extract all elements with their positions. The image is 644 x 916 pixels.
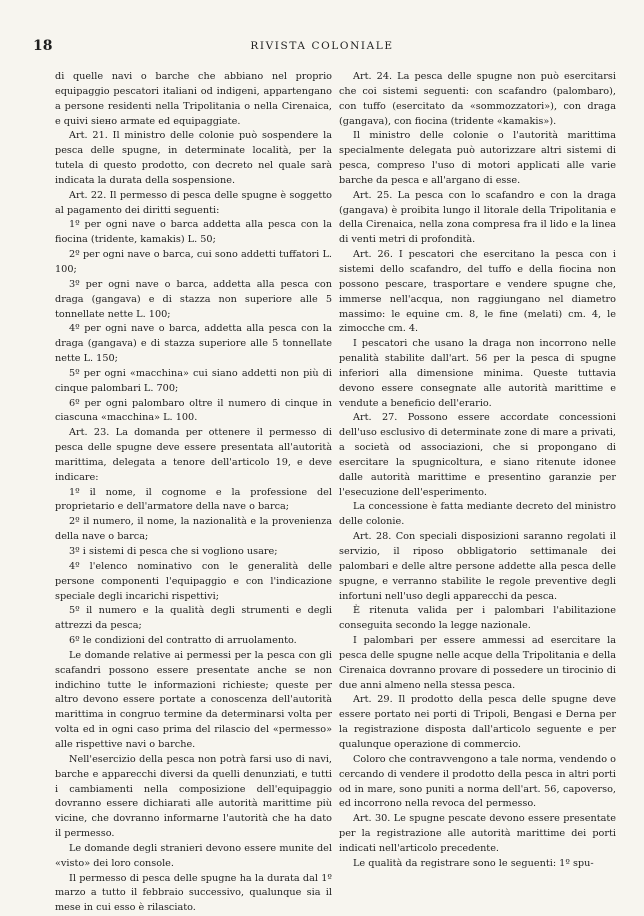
paragraph: 6º le condizioni del contratto di arruolamento. bbox=[69, 635, 297, 647]
paragraph: 2º per ogni nave o barca, cui sono addetti tuffatori L. 100; bbox=[55, 249, 332, 275]
paragraph: 3º per ogni nave o barca, addetta alla pesca con draga (gangava) e di stazza non superiore alle 5 tonnellate nette L. 100; bbox=[55, 278, 332, 320]
paragraph: Coloro che contravvengono a tale norma, vendendo o cercando di vendere il prodotto della pesca in altri porti od in mare, sono puniti a norma dell'art. 56, capoverso, ed incorrono nella revoca del permesso. bbox=[339, 753, 616, 810]
paragraph: 1º per ogni nave o barca addetta alla pesca con la fiocina (tridente, kamakis) L. 50; bbox=[55, 219, 332, 246]
paragraph: Le qualità da registrare sono le seguenti: 1º spu- bbox=[353, 857, 594, 869]
paragraph: Il permesso di pesca delle spugne ha la durata dal 1º marzo a tutto il febbraio successivo, qualunque sia il mese in cui esso è rilasciato. bbox=[55, 872, 332, 914]
paragraph: È ritenuta valida per i palombari l'abilitazione conseguita secondo la legge nazionale. bbox=[339, 605, 616, 632]
paragraph: 1º il nome, il cognome e la professione del proprietario e dell'armatore della nave o barca; bbox=[55, 486, 332, 513]
running-title: RIVISTA COLONIALE bbox=[250, 40, 394, 52]
paragraph: 2º il numero, il nome, la nazionalità e la provenienza della nave o barca; bbox=[55, 516, 332, 543]
paragraph: Art. 25. La pesca con lo scafandro e con la draga (gangava) è proibita lungo il litorale della Tripolitania e della Cirenaica, nella zona compresa fra il lido e la linea di venti metri di profondità. bbox=[339, 189, 616, 246]
paragraph: Il ministro delle colonie o l'autorità marittima specialmente delegata può autorizzare altri sistemi di pesca, compreso l'uso di motori applicati alle varie barche da pesca e all'argano di esse. bbox=[339, 130, 616, 186]
left-column bbox=[55, 70, 332, 916]
paragraph: 5º per ogni «macchina» cui siano addetti non più di cinque palombari L. 700; bbox=[55, 367, 332, 394]
paragraph: Art. 27. Possono essere accordate concessioni dell'uso esclusivo di determinate zone di mare a privati, a società od associazioni, che si propongano di esercitare la spugnicoltura, e siano ritenute idonee dalle autorità marittime e presentino garanzie per l'esecuzione dell'esperimento. bbox=[339, 412, 616, 498]
paragraph: Art. 21. Il ministro delle colonie può sospendere la pesca delle spugne, in determinate località, per la tutela di questo prodotto, con decreto nel quale sarà indicata la durata della sospensione. bbox=[55, 130, 332, 186]
paragraph: 5º il numero e la qualità degli strumenti e degli attrezzi da pesca; bbox=[55, 605, 332, 632]
paragraph: Le domande relative ai permessi per la pesca con gli scafandri possono essere presentate anche se non indichino tutte le informazioni richieste; queste per altro devono essere portate a conoscenza dell'autorità marittima in congruo termine da determinarsi volta per volta ed in ogni caso prima del rilascio del «permesso» alle rispettive navi o barche. bbox=[55, 649, 332, 750]
paragraph: Art. 30. Le spugne pescate devono essere presentate per la registrazione alle autorità marittime dei porti indicati nell'articolo precedente. bbox=[339, 813, 616, 854]
paragraph: I pescatori che usano la draga non incorrono nelle penalità stabilite dall'art. 56 per la pesca di spugne inferiori alla dimensione minima. Queste tuttavia devono essere consegnate alle autorità marittime e vendute a beneficio dell'erario. bbox=[339, 338, 616, 409]
page-number: 18 bbox=[33, 38, 53, 54]
paragraph: Art. 24. La pesca delle spugne non può esercitarsi che coi sistemi seguenti: con scafandro (palombaro), con tuffo (esercitato da «sommozzatori»), con draga (gangava), con fiocina (tridente «kamakis»). bbox=[339, 71, 616, 127]
paragraph: Nell'esercizio della pesca non potrà farsi uso di navi, barche e apparecchi diversi da quelli denunziati, e tutti i cambiamenti nella composizione dell'equipaggio dovranno essere dichiarati alle autorità marittime più vicine, che dovranno informarne l'autorità che ha dato il permesso. bbox=[55, 753, 332, 840]
paragraph: di quelle navi o barche che abbiano nel proprio equipaggio pescatori italiani od indigeni, appartengano a persone residenti nella Tripolitania o nella Cirenaica, e quivi siено armate ed equipaggiate. bbox=[55, 71, 332, 127]
paragraph: Art. 23. La domanda per ottenere il permesso di pesca delle spugne deve essere presentata all'autorità marittima, delegata a tenore dell'articolo 19, e deve indicare: bbox=[55, 427, 332, 483]
paragraph: Le domande degli stranieri devono essere munite del «visto» dei loro console. bbox=[55, 842, 332, 869]
paragraph: 4º l'elenco nominativo con le generalità delle persone componenti l'equipaggio e con l'indicazione speciale degli incarichi rispettivi; bbox=[55, 560, 332, 602]
right-column bbox=[339, 70, 616, 872]
paragraph: 6º per ogni palombaro oltre il numero di cinque in ciascuna «macchina» L. 100. bbox=[55, 397, 332, 424]
paragraph: Art. 29. Il prodotto della pesca delle spugne deve essere portato nei porti di Tripoli, Bengasi e Derna per la registrazione disposta dall'articolo seguente e per qualunque operazione di commercio. bbox=[339, 694, 616, 750]
paragraph: Art. 22. Il permesso di pesca delle spugne è soggetto al pagamento dei diritti seguenti: bbox=[55, 189, 332, 216]
paragraph: La concessione è fatta mediante decreto del ministro delle colonie. bbox=[339, 501, 616, 528]
paragraph: 4º per ogni nave o barca, addetta alla pesca con la draga (gangava) e di stazza superiore alle 5 tonnellate nette L. 150; bbox=[55, 323, 332, 365]
paragraph: 3º i sistemi di pesca che si vogliono usare; bbox=[69, 546, 278, 557]
paragraph: Art. 28. Con speciali disposizioni saranno regolati il servizio, il riposo obbligatorio settimanale dei palombari e delle altre persone addette alla pesca delle spugne, e verranno stabilite le regole preventive degli infortuni nell'uso degli apparecchi da pesca. bbox=[339, 531, 616, 602]
paragraph: Art. 26. I pescatori che esercitano la pesca con i sistemi dello scafandro, del tuffo e della fiocina non possono pescare, trasportare e vendere spugne che, immerse nell'acqua, non raggiungano nel diametro massimo: le equine cm. 8, le fine (melati) cm. 4, le zimocche cm. 4. bbox=[339, 249, 616, 335]
paragraph: I palombari per essere ammessi ad esercitare la pesca delle spugne nelle acque della Tripolitania e della Cirenaica dovranno provare di possedere un tirocinio di due anni almeno nella stessa pesca. bbox=[339, 635, 616, 691]
